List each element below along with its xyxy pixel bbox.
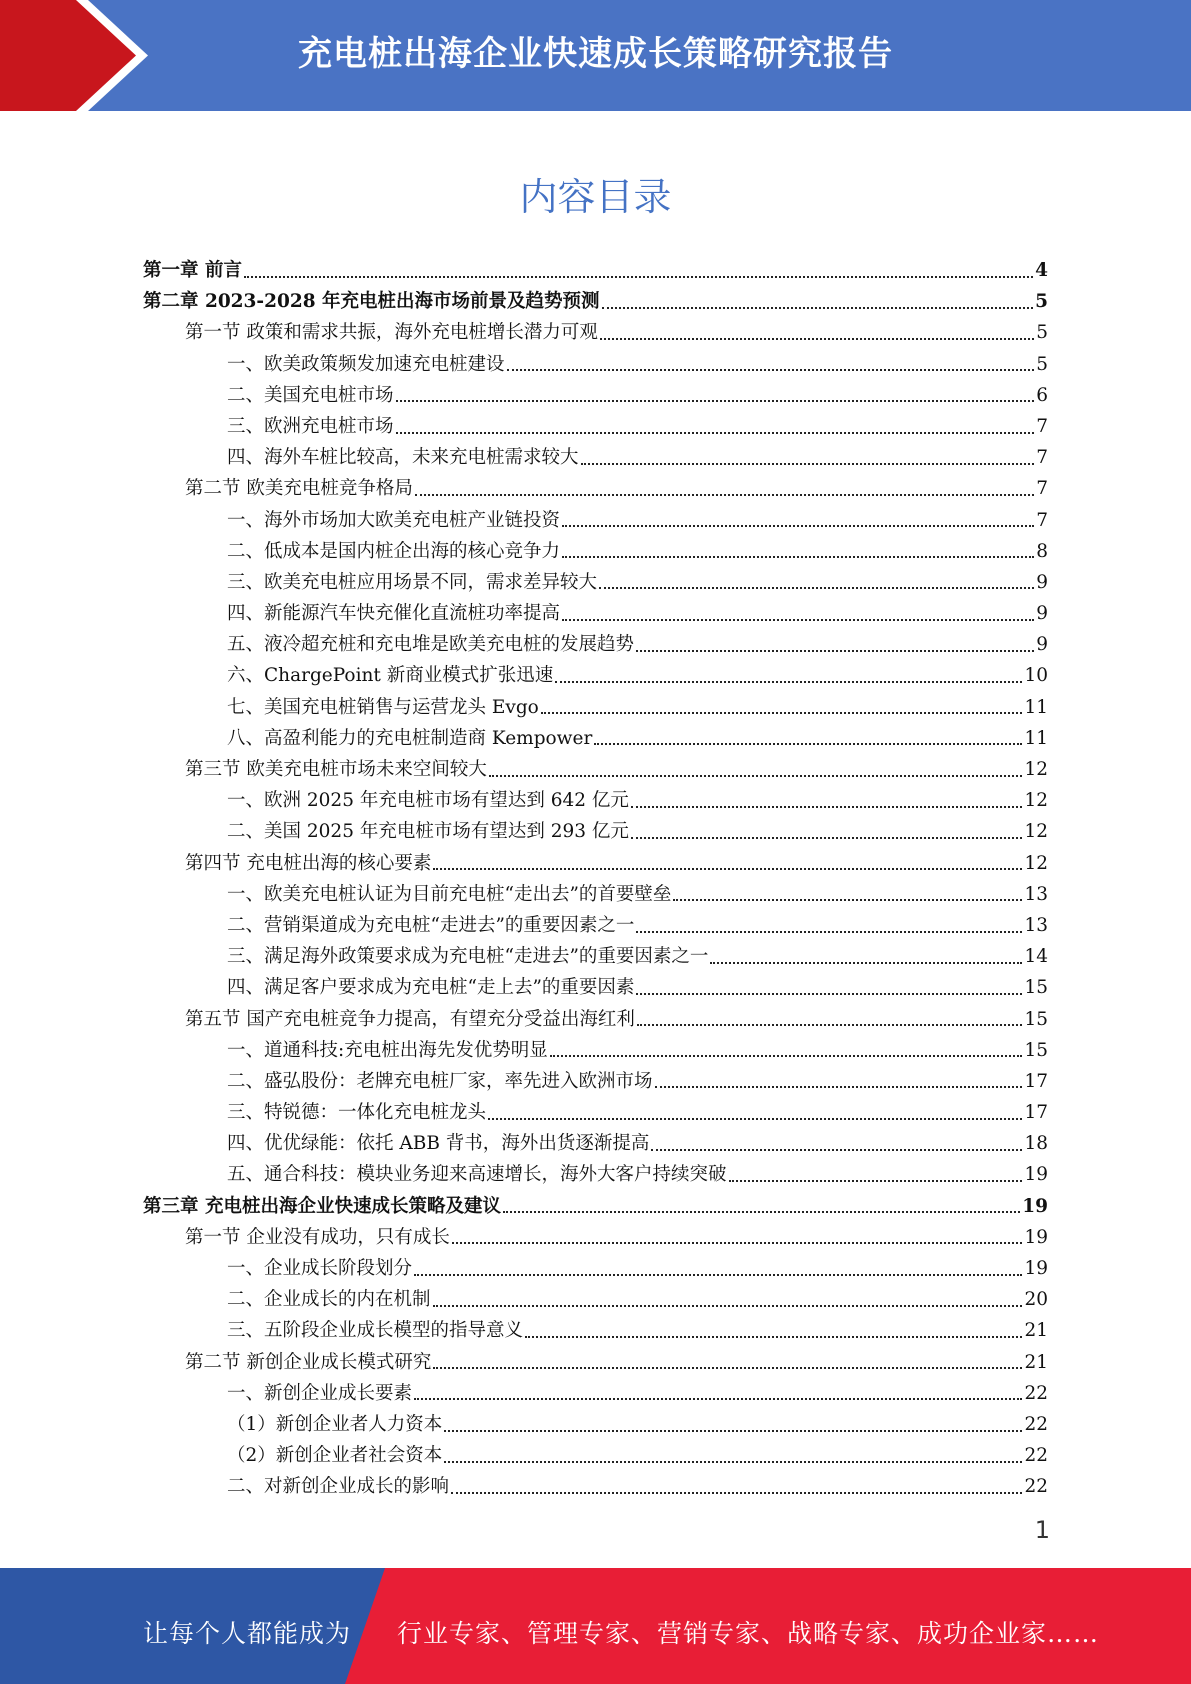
toc-dot-leader bbox=[525, 1336, 1022, 1338]
toc-dot-leader bbox=[550, 1055, 1023, 1057]
toc-entry[interactable] bbox=[143, 1097, 1048, 1128]
toc-entry-title: 三、满足海外政策要求成为充电桩“走进去”的重要因素之一 bbox=[227, 946, 709, 968]
toc-entry[interactable] bbox=[143, 629, 1048, 660]
toc-entry[interactable] bbox=[143, 941, 1048, 972]
toc-dot-leader bbox=[599, 587, 1034, 589]
toc-entry-page: 12 bbox=[1024, 821, 1048, 843]
toc-entry-page: 21 bbox=[1024, 1351, 1048, 1373]
toc-dot-leader bbox=[636, 931, 1022, 933]
toc-dot-leader bbox=[414, 1398, 1022, 1400]
toc-dot-leader bbox=[655, 1086, 1023, 1088]
toc-entry-page: 9 bbox=[1036, 571, 1048, 593]
toc-entry-page: 17 bbox=[1024, 1102, 1048, 1124]
toc-dot-leader bbox=[489, 775, 1023, 777]
toc-entry-title: 三、特锐德：一体化充电桩龙头 bbox=[227, 1102, 487, 1124]
toc-entry-page: 22 bbox=[1024, 1476, 1048, 1498]
toc-entry-title: （1）新创企业者人力资本 bbox=[227, 1413, 443, 1435]
toc-entry[interactable] bbox=[143, 380, 1048, 411]
toc-entry-title: 二、企业成长的内在机制 bbox=[227, 1289, 431, 1311]
toc-dot-leader bbox=[452, 1242, 1023, 1244]
toc-entry[interactable] bbox=[143, 1315, 1048, 1346]
toc-entry-title: 一、新创企业成长要素 bbox=[227, 1382, 413, 1404]
toc-dot-leader bbox=[396, 432, 1035, 434]
toc-entry[interactable] bbox=[143, 598, 1048, 629]
toc-entry[interactable] bbox=[143, 567, 1048, 598]
toc-entry-page: 9 bbox=[1036, 634, 1048, 656]
toc-entry-title: 第五节 国产充电桩竞争力提高，有望充分受益出海红利 bbox=[185, 1008, 635, 1030]
toc-entry-title: 四、新能源汽车快充催化直流桩功率提高 bbox=[227, 603, 561, 625]
page-number: 1 bbox=[1034, 1516, 1050, 1544]
toc-entry-title: 八、高盈利能力的充电桩制造商 Kempower bbox=[227, 727, 593, 749]
toc-entry-title: 四、满足客户要求成为充电桩“走上去”的重要因素 bbox=[227, 977, 635, 999]
toc-dot-leader bbox=[651, 1149, 1022, 1151]
toc-dot-leader bbox=[444, 1461, 1022, 1463]
toc-entry-page: 15 bbox=[1024, 1039, 1048, 1061]
toc-entry-page: 19 bbox=[1024, 1258, 1048, 1279]
toc-entry[interactable] bbox=[143, 286, 1048, 317]
toc-entry-page: 20 bbox=[1024, 1289, 1048, 1311]
toc-dot-leader bbox=[562, 525, 1034, 527]
toc-dot-leader bbox=[710, 962, 1022, 964]
toc-entry-title: 五、通合科技：模块业务迎来高速增长，海外大客户持续突破 bbox=[227, 1164, 727, 1186]
toc-entry[interactable] bbox=[143, 972, 1048, 1003]
toc-entry-page: 12 bbox=[1024, 852, 1048, 874]
toc-entry[interactable] bbox=[143, 1471, 1048, 1502]
toc-entry-page: 9 bbox=[1036, 603, 1048, 625]
toc-entry-title: 第二节 新创企业成长模式研究 bbox=[185, 1351, 432, 1373]
toc-entry-page: 6 bbox=[1036, 384, 1048, 406]
toc-entry-page: 7 bbox=[1036, 415, 1048, 437]
toc-dot-leader bbox=[507, 369, 1035, 371]
toc-entry[interactable] bbox=[143, 723, 1048, 754]
footer-slogan-left: 让每个人都能成为 bbox=[143, 1619, 352, 1648]
toc-dot-leader bbox=[631, 837, 1023, 839]
toc-dot-leader bbox=[729, 1180, 1023, 1182]
toc-entry-title: 第三章 充电桩出海企业快速成长策略及建议 bbox=[143, 1195, 501, 1217]
toc-dot-leader bbox=[414, 1274, 1022, 1276]
toc-entry-title: 三、欧美充电桩应用场景不同，需求差异较大 bbox=[227, 571, 598, 593]
toc-entry[interactable] bbox=[143, 255, 1048, 286]
toc-entry-title: 三、五阶段企业成长模型的指导意义 bbox=[227, 1320, 524, 1342]
toc-entry-page: 7 bbox=[1036, 478, 1048, 500]
toc-entry-page: 22 bbox=[1024, 1413, 1048, 1435]
toc-entry-title: 第三节 欧美充电桩市场未来空间较大 bbox=[185, 759, 487, 780]
toc-entry[interactable] bbox=[143, 1191, 1048, 1222]
toc-entry-title: 四、海外车桩比较高，未来充电桩需求较大 bbox=[227, 447, 579, 469]
toc-entry-page: 19 bbox=[1024, 1226, 1048, 1248]
toc-entry[interactable] bbox=[143, 442, 1048, 473]
toc-entry-title: 第四节 充电桩出海的核心要素 bbox=[185, 852, 432, 874]
toc-entry-page: 21 bbox=[1024, 1320, 1048, 1342]
toc-dot-leader bbox=[433, 1367, 1022, 1369]
report-title: 充电桩出海企业快速成长策略研究报告 bbox=[298, 34, 893, 74]
toc-entry[interactable] bbox=[143, 816, 1048, 847]
toc-dot-leader bbox=[581, 463, 1035, 465]
toc-dot-leader bbox=[488, 1118, 1022, 1120]
toc-entry[interactable] bbox=[143, 1378, 1048, 1409]
toc-entry-page: 18 bbox=[1024, 1133, 1048, 1155]
toc-entry-page: 13 bbox=[1024, 914, 1048, 936]
toc-entry-page: 22 bbox=[1024, 1382, 1048, 1404]
toc-dot-leader bbox=[562, 556, 1034, 558]
toc-entry[interactable] bbox=[143, 785, 1048, 816]
toc-entry[interactable] bbox=[143, 879, 1048, 910]
toc-entry-title: 一、道通科技:充电桩出海先发优势明显 bbox=[227, 1039, 548, 1061]
toc-entry-title: 七、美国充电桩销售与运营龙头 Evgo bbox=[227, 696, 539, 718]
toc-entry-title: 二、低成本是国内桩企出海的核心竞争力 bbox=[227, 540, 561, 562]
page-footer bbox=[0, 1568, 1191, 1684]
toc-entry-page: 15 bbox=[1024, 1008, 1048, 1030]
toc-dot-leader bbox=[600, 338, 1034, 340]
toc-dot-leader bbox=[415, 494, 1034, 496]
toc-entry-page: 22 bbox=[1024, 1445, 1048, 1467]
table-of-contents bbox=[143, 255, 1048, 1503]
toc-entry-title: 二、营销渠道成为充电桩“走进去”的重要因素之一 bbox=[227, 914, 635, 936]
toc-entry-title: 一、欧美政策频发加速充电桩建设 bbox=[227, 353, 505, 375]
toc-heading: 内容目录 bbox=[519, 175, 672, 219]
toc-dot-leader bbox=[451, 1492, 1022, 1494]
toc-entry-title: 第一节 企业没有成功，只有成长 bbox=[185, 1226, 450, 1248]
toc-entry[interactable] bbox=[143, 536, 1048, 567]
toc-entry[interactable] bbox=[143, 411, 1048, 442]
toc-entry-title: 第二节 欧美充电桩竞争格局 bbox=[185, 478, 413, 500]
toc-dot-leader bbox=[631, 806, 1023, 808]
toc-entry-title: 一、欧洲 2025 年充电桩市场有望达到 642 亿元 bbox=[227, 790, 629, 812]
toc-entry-title: 一、企业成长阶段划分 bbox=[227, 1258, 413, 1279]
toc-entry-title: 第一章 前言 bbox=[143, 260, 242, 281]
toc-dot-leader bbox=[562, 619, 1034, 621]
toc-dot-leader bbox=[636, 650, 1034, 652]
toc-entry-page: 17 bbox=[1024, 1070, 1048, 1092]
toc-entry[interactable] bbox=[143, 848, 1048, 879]
toc-entry-title: 三、欧洲充电桩市场 bbox=[227, 415, 394, 437]
toc-entry-title: 二、对新创企业成长的影响 bbox=[227, 1476, 450, 1498]
toc-entry-page: 19 bbox=[1022, 1195, 1048, 1217]
toc-dot-leader bbox=[541, 712, 1023, 714]
toc-entry-page: 15 bbox=[1024, 977, 1048, 999]
toc-entry[interactable] bbox=[143, 1284, 1048, 1315]
page-header bbox=[0, 0, 1191, 111]
toc-dot-leader bbox=[433, 868, 1022, 870]
toc-entry-title: 六、ChargePoint 新商业模式扩张迅速 bbox=[227, 665, 554, 687]
toc-entry[interactable] bbox=[143, 473, 1048, 504]
toc-entry-page: 4 bbox=[1035, 260, 1048, 281]
toc-entry[interactable] bbox=[143, 1128, 1048, 1159]
toc-entry[interactable] bbox=[143, 1347, 1048, 1378]
toc-dot-leader bbox=[396, 400, 1035, 402]
toc-entry-title: 二、美国 2025 年充电桩市场有望达到 293 亿元 bbox=[227, 821, 629, 843]
toc-entry-page: 12 bbox=[1024, 759, 1048, 780]
toc-entry-page: 19 bbox=[1024, 1164, 1048, 1186]
footer-slogan-right: 行业专家、管理专家、营销专家、战略专家、成功企业家…… bbox=[397, 1619, 1100, 1648]
toc-entry[interactable] bbox=[143, 910, 1048, 941]
toc-dot-leader bbox=[444, 1430, 1022, 1432]
toc-entry-page: 7 bbox=[1036, 509, 1048, 531]
toc-entry-title: 五、液冷超充桩和充电堆是欧美充电桩的发展趋势 bbox=[227, 634, 635, 656]
toc-entry[interactable] bbox=[143, 1440, 1048, 1471]
toc-entry-title: 一、欧美充电桩认证为目前充电桩“走出去”的首要壁垒 bbox=[227, 883, 672, 905]
toc-entry-title: 二、盛弘股份：老牌充电桩厂家，率先进入欧洲市场 bbox=[227, 1070, 653, 1092]
toc-entry[interactable] bbox=[143, 1004, 1048, 1035]
toc-entry-title: 一、海外市场加大欧美充电桩产业链投资 bbox=[227, 509, 561, 531]
toc-dot-leader bbox=[555, 681, 1022, 683]
toc-entry[interactable] bbox=[143, 660, 1048, 691]
toc-dot-leader bbox=[503, 1211, 1020, 1213]
toc-entry-page: 5 bbox=[1036, 322, 1048, 344]
toc-entry[interactable] bbox=[143, 1409, 1048, 1440]
toc-entry[interactable] bbox=[143, 692, 1048, 723]
toc-dot-leader bbox=[602, 307, 1034, 309]
toc-entry-page: 12 bbox=[1024, 790, 1048, 812]
toc-entry[interactable] bbox=[143, 349, 1048, 380]
toc-entry[interactable] bbox=[143, 505, 1048, 536]
toc-entry-title: 第一节 政策和需求共振，海外充电桩增长潜力可观 bbox=[185, 322, 598, 344]
toc-entry-page: 13 bbox=[1024, 883, 1048, 905]
toc-entry-page: 5 bbox=[1035, 291, 1048, 313]
toc-entry[interactable] bbox=[143, 754, 1048, 785]
toc-entry-title: 二、美国充电桩市场 bbox=[227, 384, 394, 406]
toc-dot-leader bbox=[673, 899, 1022, 901]
toc-entry-title: （2）新创企业者社会资本 bbox=[227, 1445, 443, 1467]
toc-entry-page: 11 bbox=[1024, 727, 1048, 749]
toc-entry[interactable] bbox=[143, 1159, 1048, 1190]
toc-entry[interactable] bbox=[143, 317, 1048, 348]
toc-entry-page: 14 bbox=[1024, 946, 1048, 968]
toc-dot-leader bbox=[637, 1024, 1023, 1026]
toc-entry[interactable] bbox=[143, 1253, 1048, 1284]
toc-entry-title: 第二章 2023-2028 年充电桩出海市场前景及趋势预测 bbox=[143, 291, 600, 313]
toc-dot-leader bbox=[244, 276, 1033, 278]
toc-dot-leader bbox=[433, 1305, 1023, 1307]
toc-entry[interactable] bbox=[143, 1035, 1048, 1066]
toc-entry-page: 8 bbox=[1036, 540, 1048, 562]
toc-entry-title: 四、优优绿能：依托 ABB 背书，海外出货逐渐提高 bbox=[227, 1133, 650, 1155]
toc-entry[interactable] bbox=[143, 1222, 1048, 1253]
toc-entry[interactable] bbox=[143, 1066, 1048, 1097]
toc-entry-page: 10 bbox=[1024, 665, 1048, 687]
toc-entry-page: 7 bbox=[1036, 447, 1048, 469]
toc-dot-leader bbox=[594, 743, 1022, 745]
toc-entry-page: 11 bbox=[1024, 696, 1048, 718]
toc-entry-page: 5 bbox=[1036, 353, 1048, 375]
toc-dot-leader bbox=[636, 993, 1022, 995]
